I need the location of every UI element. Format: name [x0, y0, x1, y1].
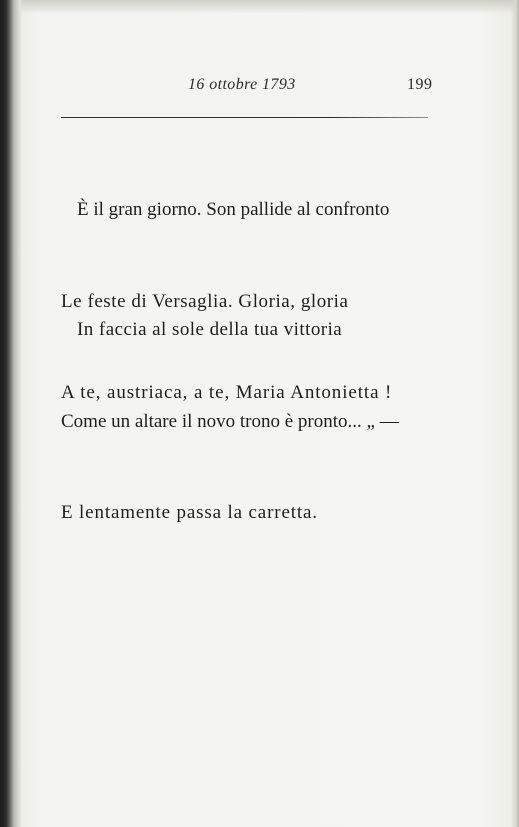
stanza-2: [0, 254, 399, 590]
running-head: 16 ottobre 1793: [188, 76, 296, 93]
page-number: 199: [407, 76, 433, 93]
page-top-shadow: [0, 0, 519, 14]
page-edge-shadow: [511, 0, 519, 827]
verse-line: E lentamente passa la carretta.: [61, 502, 318, 523]
verse-line: È il gran giorno. Son pallide al confronto: [77, 199, 390, 220]
verse-line: In faccia al sole della tua vittoria: [77, 319, 343, 340]
verse-line: Le feste di Versaglia. Gloria, gloria: [61, 290, 349, 312]
header-rule-fade: [330, 116, 428, 119]
verse-line: A te, austriaca, a te, Maria Antonietta !: [61, 382, 393, 403]
verse-line: Come un altare il novo trono è pronto... „ —: [61, 410, 399, 432]
page-header: [0, 76, 519, 100]
